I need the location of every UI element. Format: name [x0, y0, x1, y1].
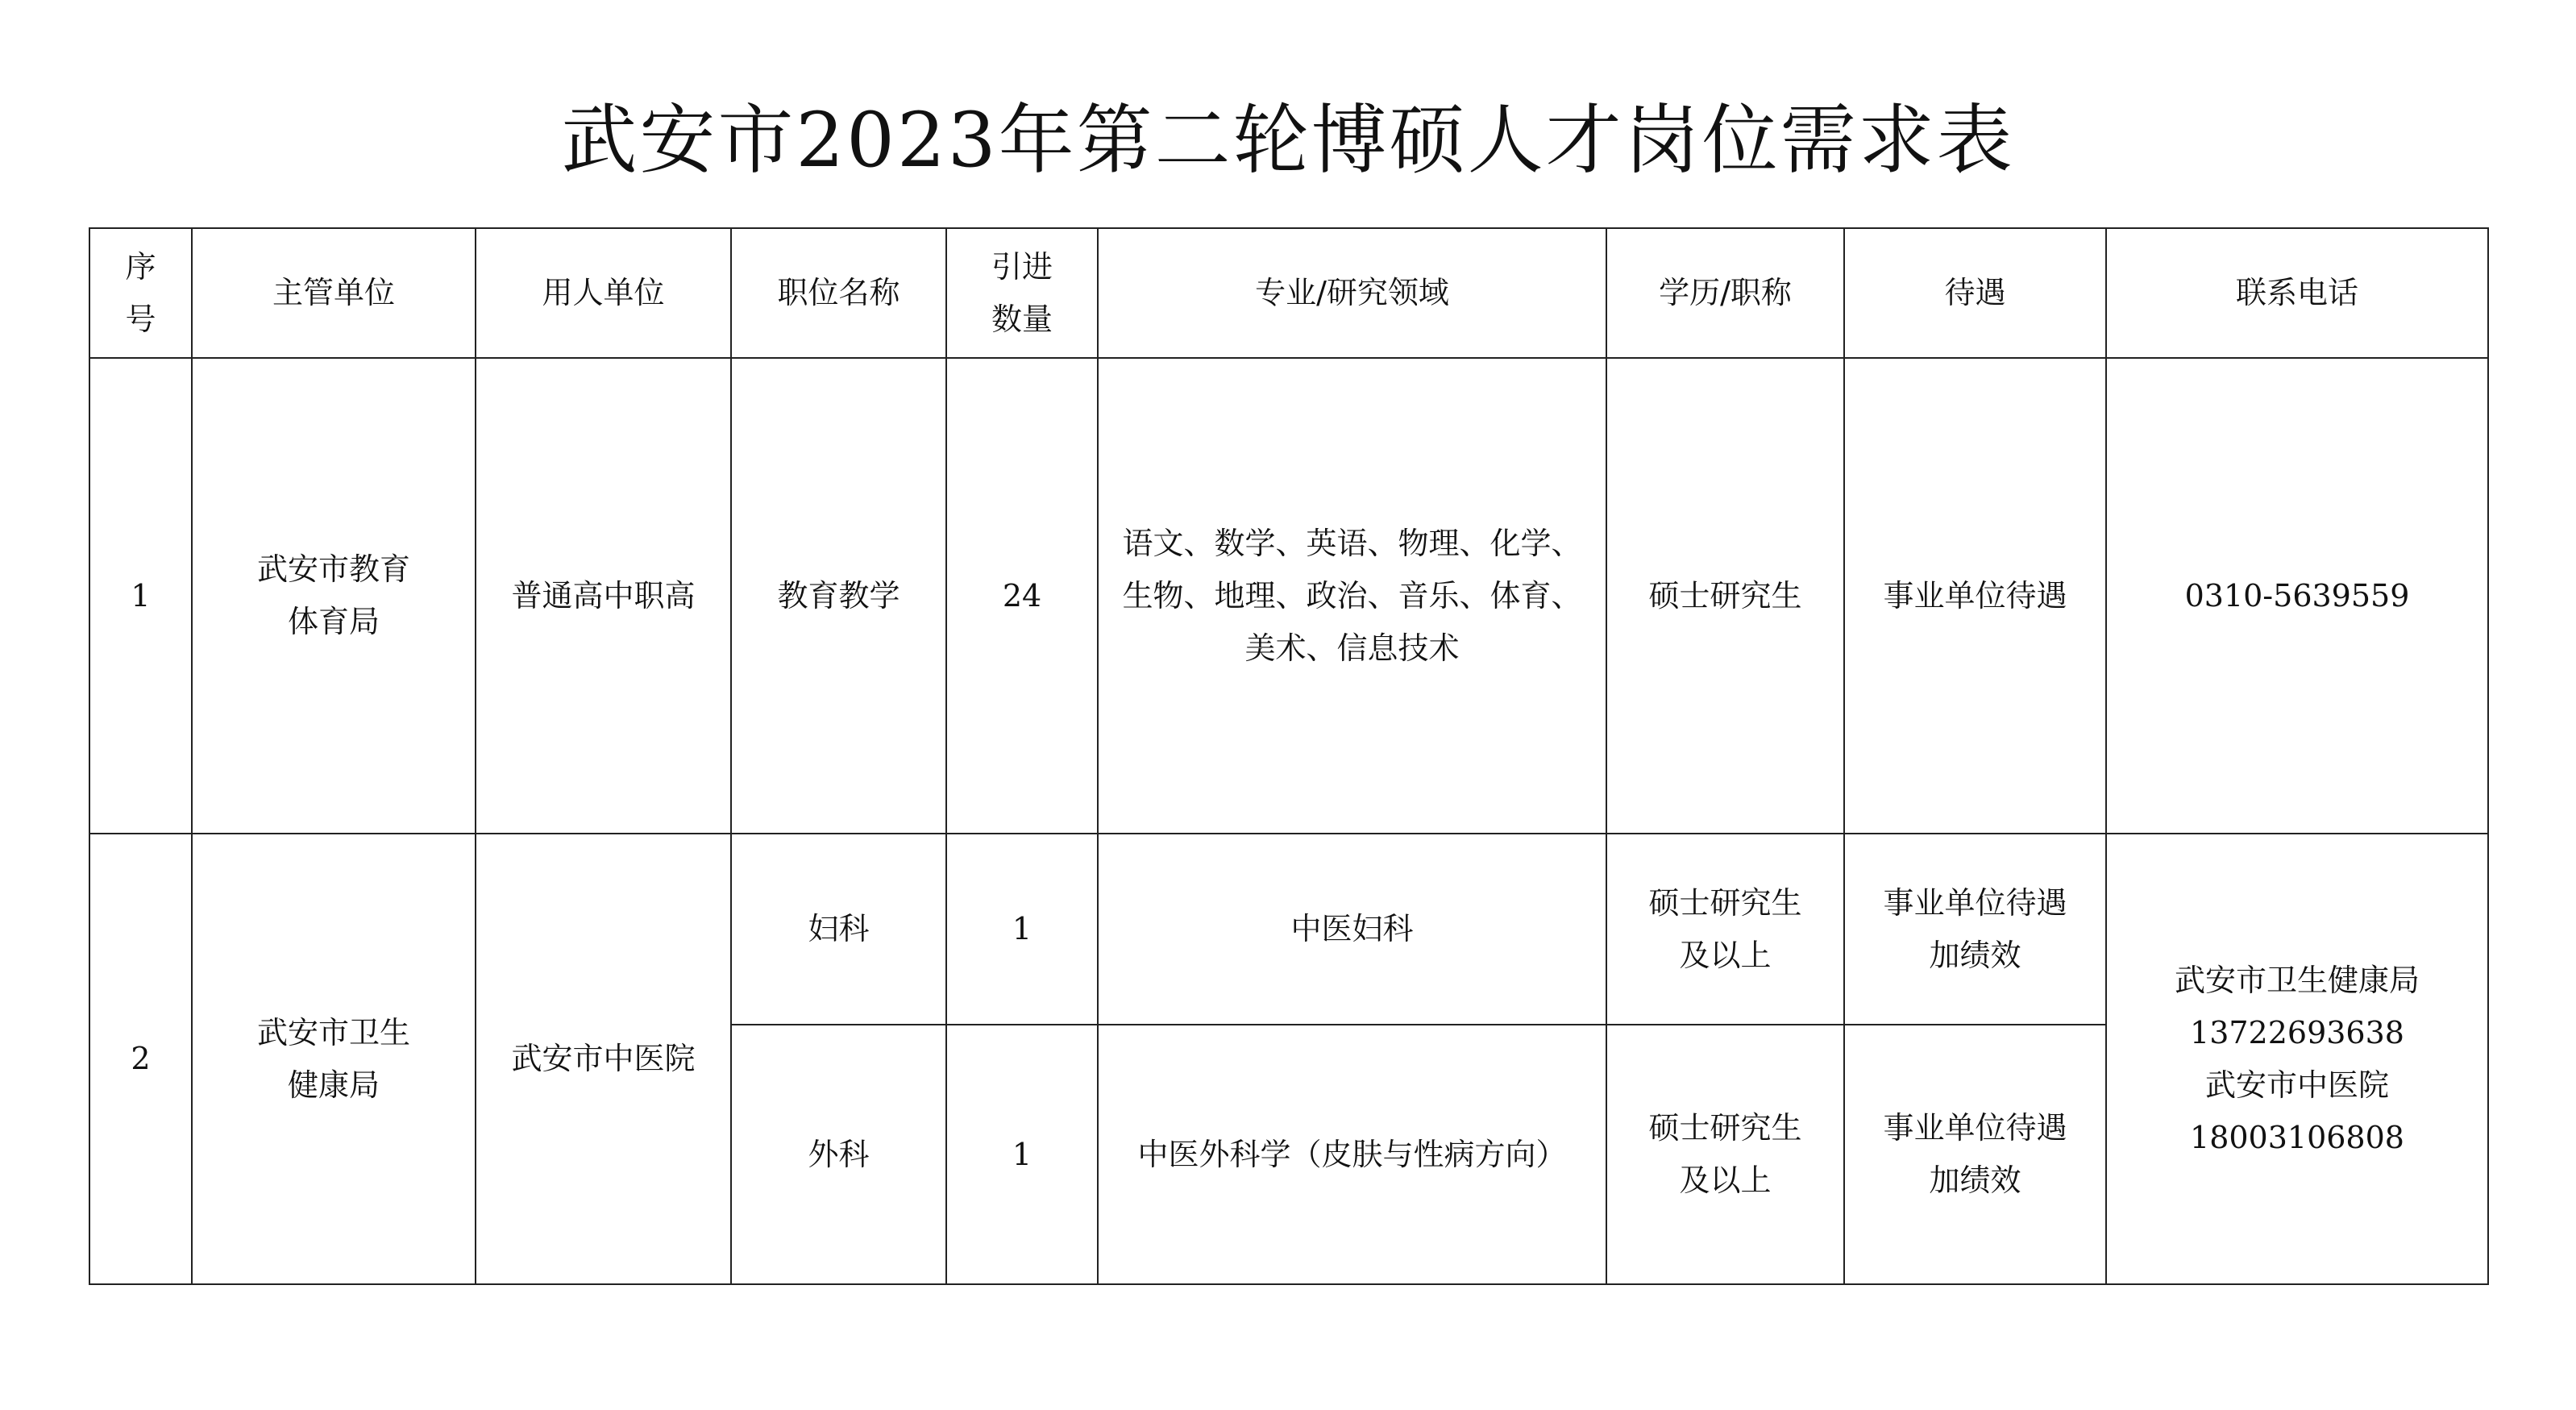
supervisor-cell: 武安市教育 体育局: [192, 358, 476, 834]
benefits-cell: 事业单位待遇 加绩效: [1844, 1025, 2106, 1284]
degree-cell: 硕士研究生: [1606, 358, 1844, 834]
benefits-cell: 事业单位待遇: [1844, 358, 2106, 834]
requirements-table: [89, 227, 2489, 1285]
degree-cell: 硕士研究生 及以上: [1606, 1025, 1844, 1284]
major-cell: 语文、数学、英语、物理、化学、 生物、地理、政治、音乐、体育、 美术、信息技术: [1098, 358, 1606, 834]
header-position: 职位名称: [731, 228, 946, 358]
header-seq: 序 号: [89, 228, 192, 358]
header-supervisor: 主管单位: [192, 228, 476, 358]
degree-cell: 硕士研究生 及以上: [1606, 834, 1844, 1025]
major-cell: 中医外科学（皮肤与性病方向）: [1098, 1025, 1606, 1284]
header-row: [89, 228, 2488, 358]
header-degree: 学历/职称: [1606, 228, 1844, 358]
employer-cell: 武安市中医院: [476, 834, 731, 1284]
contact-cell: 武安市卫生健康局 13722693638 武安市中医院 18003106808: [2106, 834, 2488, 1284]
supervisor-cell: 武安市卫生 健康局: [192, 834, 476, 1284]
header-benefits: 待遇: [1844, 228, 2106, 358]
seq-cell: 2: [89, 834, 192, 1284]
benefits-cell: 事业单位待遇 加绩效: [1844, 834, 2106, 1025]
header-major: 专业/研究领域: [1098, 228, 1606, 358]
position-cell: 妇科: [731, 834, 946, 1025]
employer-cell: 普通高中职高: [476, 358, 731, 834]
table-row: [89, 358, 2488, 834]
position-cell: 外科: [731, 1025, 946, 1284]
header-contact: 联系电话: [2106, 228, 2488, 358]
contact-cell: 0310-5639559: [2106, 358, 2488, 834]
header-employer: 用人单位: [476, 228, 731, 358]
quantity-cell: 24: [946, 358, 1098, 834]
major-cell: 中医妇科: [1098, 834, 1606, 1025]
position-cell: 教育教学: [731, 358, 946, 834]
quantity-cell: 1: [946, 1025, 1098, 1284]
seq-cell: 1: [89, 358, 192, 834]
header-quantity: 引进 数量: [946, 228, 1098, 358]
page-title: 武安市2023年第二轮博硕人才岗位需求表: [561, 97, 2015, 185]
quantity-cell: 1: [946, 834, 1098, 1025]
table-row: [89, 834, 2488, 1025]
